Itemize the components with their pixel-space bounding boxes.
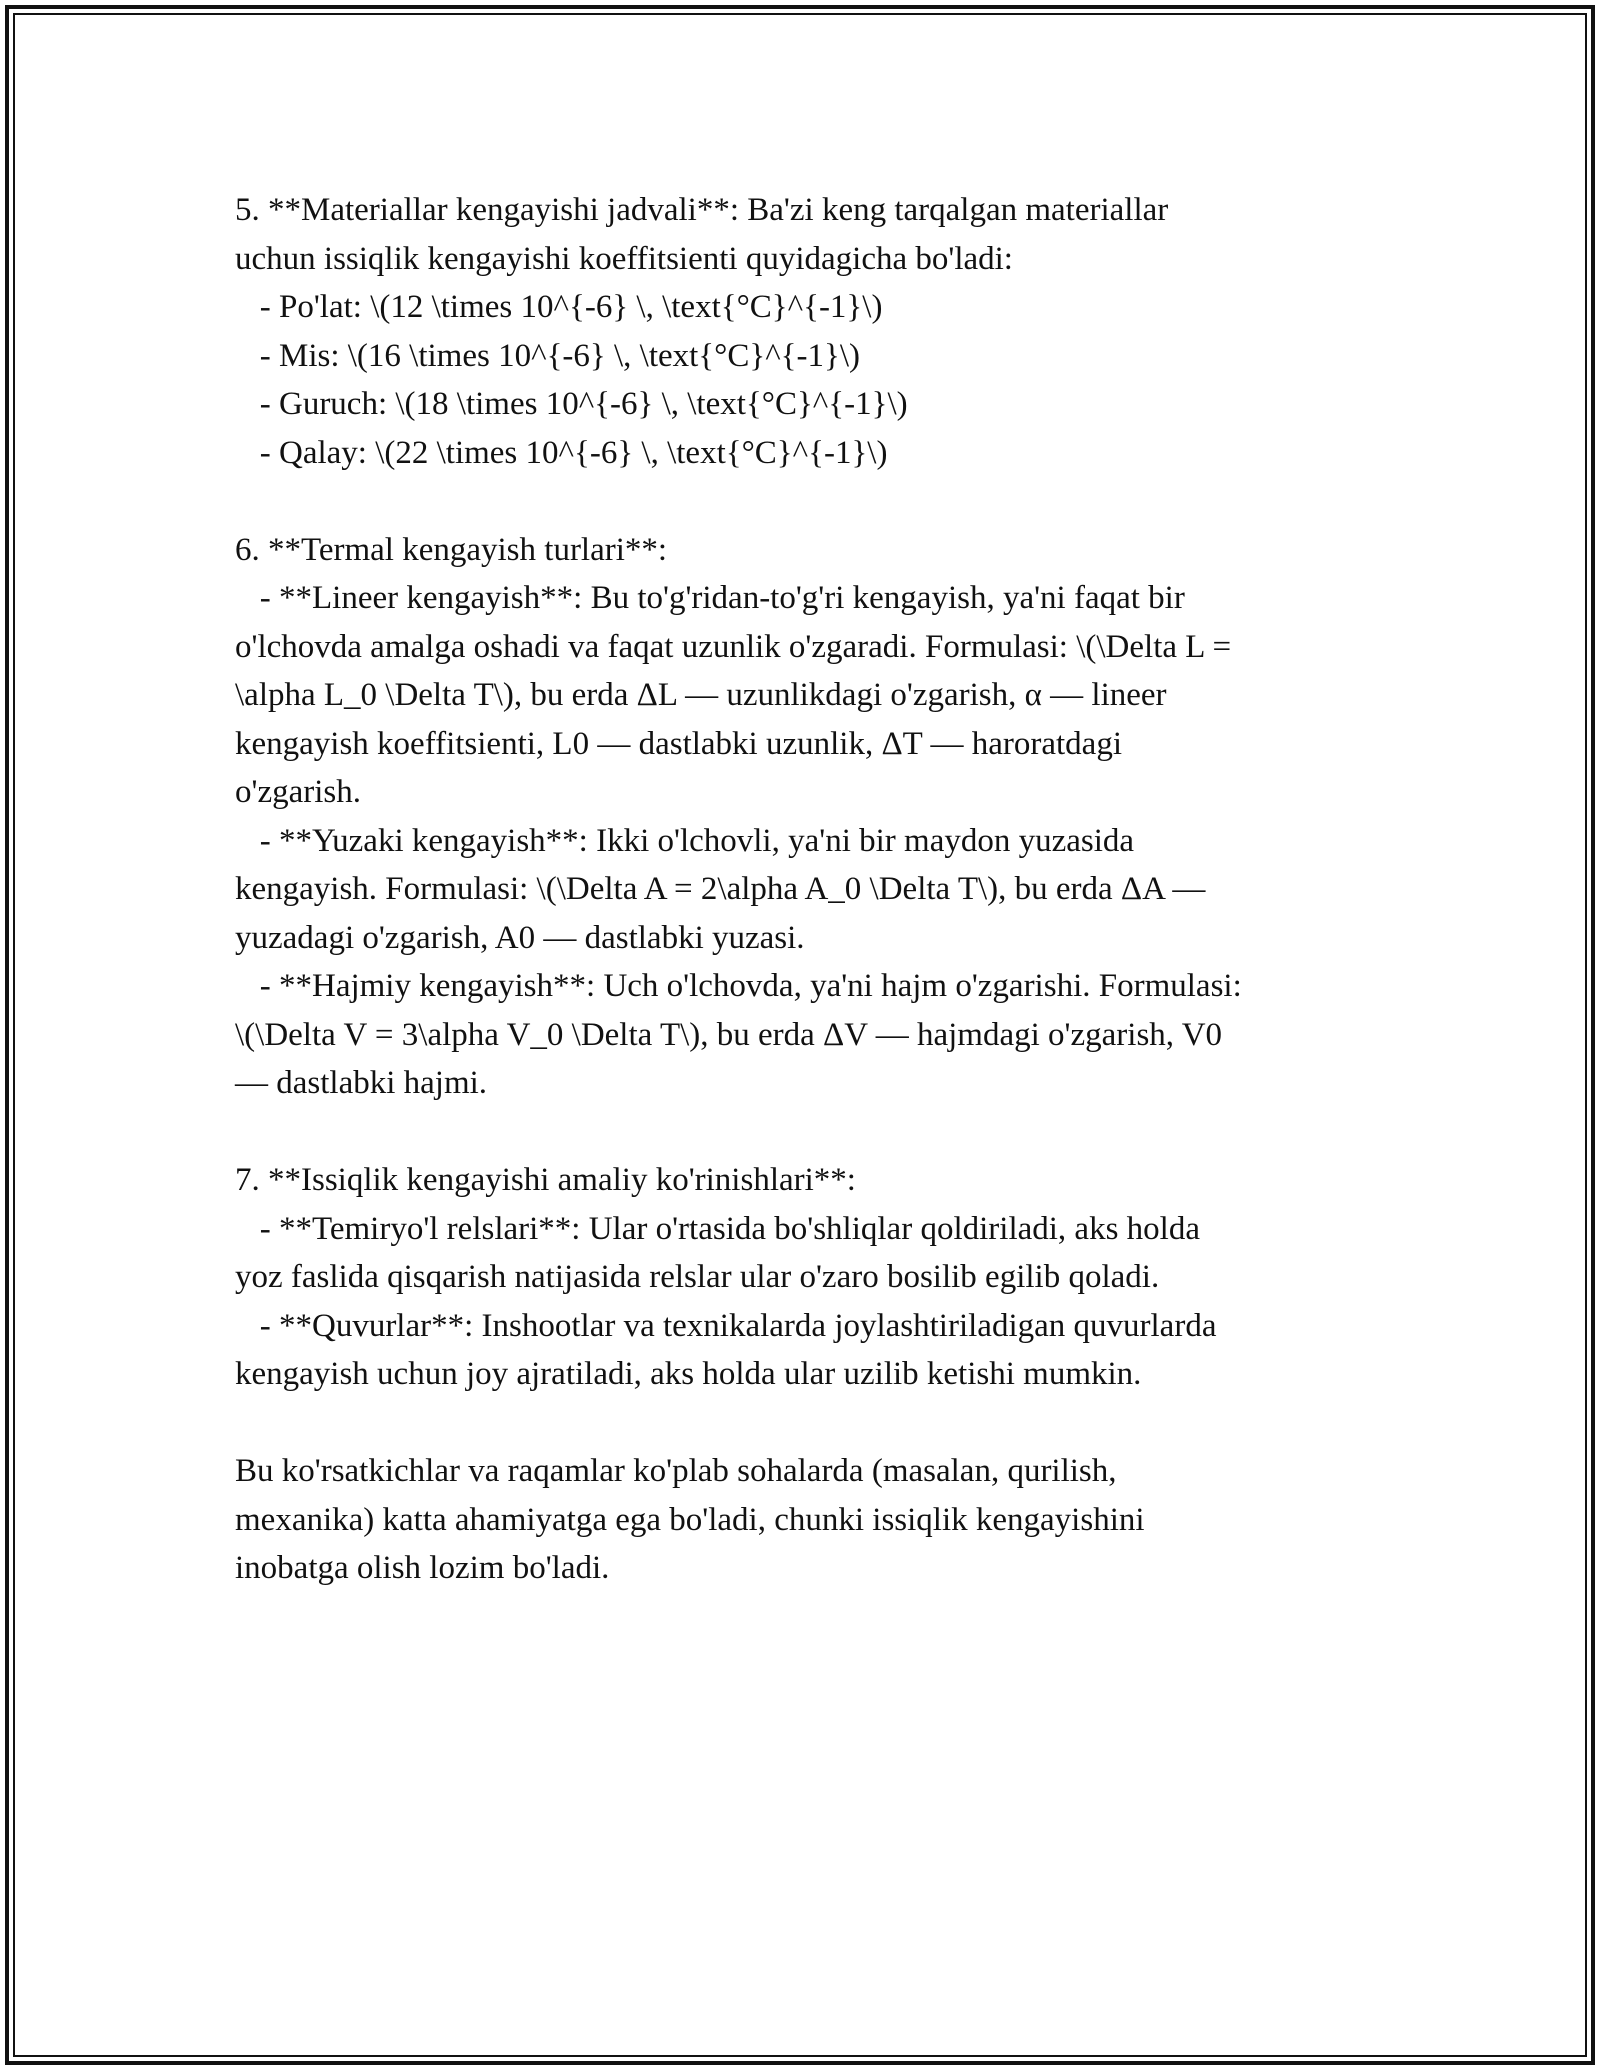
- document-body: [235, 186, 1365, 1593]
- list-item: - **Hajmiy kengayish**: Uch o'lchovda, ya'ni hajm o'zgarishi. Formulasi:: [235, 968, 1242, 1004]
- paragraph-gap: [235, 477, 1365, 526]
- text-line: mexanika) katta ahamiyatga ega bo'ladi, chunki issiqlik kengayishini: [235, 1501, 1145, 1538]
- list-item: - Guruch: \(18 \times 10^{-6} \, \text{°C}^{-1}\): [235, 386, 908, 422]
- text-line: o'zgarish.: [235, 774, 361, 810]
- section-7-practical-examples: [235, 1156, 1365, 1399]
- section-5-materials-table: [235, 186, 1365, 477]
- text-line: \alpha L_0 \Delta T\), bu erda ΔL — uzunlikdagi o'zgarish, α — lineer: [235, 677, 1167, 713]
- text-line: inobatga olish lozim bo'ladi.: [235, 1550, 610, 1586]
- text-line: 7. **Issiqlik kengayishi amaliy ko'rinishlari**:: [235, 1162, 856, 1198]
- text-line: yuzadagi o'zgarish, A0 — dastlabki yuzasi.: [235, 919, 805, 956]
- list-item: - **Temiryo'l relslari**: Ular o'rtasida bo'shliqlar qoldiriladi, aks holda: [235, 1210, 1200, 1247]
- text-line: kengayish koeffitsienti, L0 — dastlabki uzunlik, ΔT — haroratdagi: [235, 725, 1122, 762]
- section-6-expansion-types: [235, 526, 1365, 1108]
- conclusion-paragraph: [235, 1447, 1365, 1593]
- paragraph-gap: [235, 1108, 1365, 1157]
- text-line: Bu ko'rsatkichlar va raqamlar ko'plab sohalarda (masalan, qurilish,: [235, 1453, 1117, 1489]
- list-item: - **Lineer kengayish**: Bu to'g'ridan-to'g'ri kengayish, ya'ni faqat bir: [235, 580, 1185, 616]
- text-line: kengayish. Formulasi: \(\Delta A = 2\alpha A_0 \Delta T\), bu erda ΔA —: [235, 871, 1206, 907]
- list-item: - Qalay: \(22 \times 10^{-6} \, \text{°C}^{-1}\): [235, 434, 888, 471]
- text-line: yoz faslida qisqarish natijasida relslar ular o'zaro bosilib egilib qoladi.: [235, 1259, 1160, 1295]
- list-item: - **Yuzaki kengayish**: Ikki o'lchovli, ya'ni bir maydon yuzasida: [235, 822, 1135, 859]
- text-line: \(\Delta V = 3\alpha V_0 \Delta T\), bu erda ΔV — hajmdagi o'zgarish, V0: [235, 1016, 1223, 1053]
- list-item: - Mis: \(16 \times 10^{-6} \, \text{°C}^{-1}\): [235, 337, 861, 374]
- text-line: uchun issiqlik kengayishi koeffitsienti quyidagicha bo'ladi:: [235, 240, 1013, 277]
- list-item: - Po'lat: \(12 \times 10^{-6} \, \text{°C}^{-1}\): [235, 289, 883, 325]
- text-line: 5. **Materiallar kengayishi jadvali**: Ba'zi keng tarqalgan materiallar: [235, 192, 1169, 228]
- text-line: kengayish uchun joy ajratiladi, aks holda ular uzilib ketishi mumkin.: [235, 1356, 1142, 1392]
- paragraph-gap: [235, 1399, 1365, 1448]
- text-line: o'lchovda amalga oshadi va faqat uzunlik o'zgaradi. Formulasi: \(\Delta L =: [235, 628, 1232, 665]
- list-item: - **Quvurlar**: Inshootlar va texnikalarda joylashtiriladigan quvurlarda: [235, 1307, 1217, 1344]
- text-line: — dastlabki hajmi.: [235, 1065, 488, 1101]
- text-line: 6. **Termal kengayish turlari**:: [235, 531, 668, 568]
